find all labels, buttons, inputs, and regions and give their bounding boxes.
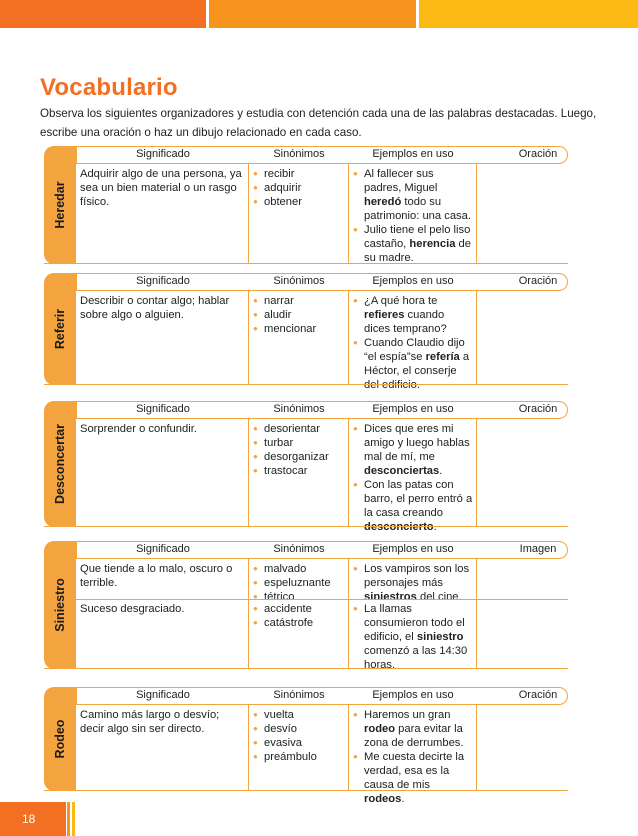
synonym-item: ● adquirir: [253, 181, 345, 195]
column-header: Oración: [518, 275, 558, 287]
column-divider: [248, 291, 249, 385]
column-divider: [348, 291, 349, 385]
top-color-bars: [0, 0, 638, 28]
answer-cell[interactable]: [476, 164, 598, 264]
synonyms-cell: [253, 602, 345, 630]
synonyms-cell: [253, 422, 345, 478]
synonyms-list: [253, 708, 345, 764]
answer-cell[interactable]: [476, 705, 598, 791]
highlighted-word: siniestros: [364, 591, 417, 603]
synonym-item: ● turbar: [253, 436, 345, 450]
answer-cell[interactable]: [476, 559, 598, 599]
examples-cell: [353, 422, 473, 534]
highlighted-word: herencia: [409, 238, 456, 250]
example-item: ● Al fallecer sus padres, Miguel heredó todo su patrimonio: una casa.: [353, 167, 473, 223]
examples-list: [353, 294, 473, 392]
table-header: [76, 273, 568, 291]
examples-list: [353, 167, 473, 265]
vocab-word: Heredar: [53, 181, 67, 229]
table-bottom-border: [44, 384, 568, 385]
answer-cell[interactable]: [476, 291, 598, 385]
highlighted-word: desconciertas: [364, 465, 440, 477]
table-header: [76, 687, 568, 705]
word-label-tab: [44, 146, 76, 264]
vocab-block-desconcertar: [44, 401, 568, 533]
table-body: [76, 164, 568, 264]
table-bottom-border: [44, 263, 568, 264]
column-header: Sinónimos: [273, 403, 325, 415]
page-title: Vocabulario: [40, 74, 178, 101]
examples-cell: [353, 562, 473, 604]
examples-cell: [353, 708, 473, 806]
answer-cell[interactable]: [476, 599, 598, 669]
synonyms-cell: [253, 294, 345, 336]
highlighted-word: rodeo: [364, 723, 396, 735]
word-label-tab: [44, 401, 76, 527]
page-tab-stripes: [66, 802, 80, 836]
column-header: Sinónimos: [273, 543, 325, 555]
example-item: ● Con las patas con barro, el perro entró a la casa creando desconcierto.: [353, 478, 473, 534]
top-bar-yellow: [419, 0, 638, 28]
column-header: Significado: [136, 148, 190, 160]
example-item: ● ¿A qué hora te refieres cuando dices temprano?: [353, 294, 473, 336]
synonym-item: ● vuelta: [253, 708, 345, 722]
column-header: Sinónimos: [273, 689, 325, 701]
meaning-cell: Adquirir algo de una persona, ya sea un bien material o un rasgo físico.: [80, 168, 242, 208]
column-header: Sinónimos: [273, 275, 325, 287]
example-item: ● Dices que eres mi amigo y luego hablas mal de mí, me desconciertas.: [353, 422, 473, 478]
table-body: [76, 291, 568, 391]
column-header: Significado: [136, 403, 190, 415]
examples-cell: [353, 167, 473, 265]
column-divider: [248, 419, 249, 527]
synonym-item: ● narrar: [253, 294, 345, 308]
vocab-word: Rodeo: [53, 719, 67, 759]
synonyms-cell: [253, 708, 345, 764]
column-divider: [348, 559, 349, 669]
synonym-item: ● obtener: [253, 195, 345, 209]
vocab-block-referir: [44, 273, 568, 391]
vocab-word: Desconcertar: [53, 424, 67, 504]
column-divider: [348, 164, 349, 264]
vocab-block-rodeo: [44, 687, 568, 805]
example-item: ● Los vampiros son los personajes más siniestros del cine.: [353, 562, 473, 604]
table-bottom-border: [44, 668, 568, 669]
synonym-item: ● recibir: [253, 167, 345, 181]
example-item: ● Julio tiene el pelo liso castaño, herencia de su madre.: [353, 223, 473, 265]
column-header: Ejemplos en uso: [372, 403, 454, 415]
example-item: ● Haremos un gran rodeo para evitar la zona de derrumbes.: [353, 708, 473, 750]
synonym-item: ● tétrico: [253, 590, 345, 604]
table-body: [76, 705, 568, 805]
examples-list: [353, 422, 473, 534]
synonym-item: ● trastocar: [253, 464, 345, 478]
synonyms-list: [253, 602, 345, 630]
table-header: [76, 401, 568, 419]
column-divider: [248, 705, 249, 791]
highlighted-word: refieres: [364, 309, 405, 321]
column-header: Oración: [518, 689, 558, 701]
word-label-tab: [44, 541, 76, 669]
highlighted-word: desconcierto: [364, 521, 434, 533]
column-divider: [348, 419, 349, 527]
meaning-cell: Suceso desgraciado.: [80, 603, 185, 615]
synonyms-cell: [253, 562, 345, 604]
column-header: Oración: [518, 403, 558, 415]
example-item: ● Cuando Claudio dijo “el espía”se refería a Héctor, el conserje del edificio.: [353, 336, 473, 392]
vocab-word: Siniestro: [53, 578, 67, 632]
table-body: [76, 419, 568, 533]
examples-list: [353, 602, 473, 672]
column-header: Imagen: [519, 543, 557, 555]
column-header: Sinónimos: [273, 148, 325, 160]
table-header: [76, 146, 568, 164]
table-bottom-border: [44, 790, 568, 791]
highlighted-word: heredó: [364, 196, 402, 208]
examples-list: [353, 562, 473, 604]
intro-text: Observa los siguientes organizadores y estudia con detención cada una de las palabras destacadas. Luego, escribe una oración o haz un dibujo relacionado en cada caso.: [40, 107, 597, 139]
table-header: [76, 541, 568, 559]
examples-list: [353, 708, 473, 806]
synonym-item: ● preámbulo: [253, 750, 345, 764]
synonym-item: ● catástrofe: [253, 616, 345, 630]
column-divider: [348, 705, 349, 791]
page-number: 18: [22, 812, 36, 826]
word-label-tab: [44, 687, 76, 791]
highlighted-word: rodeos: [364, 793, 402, 805]
vocab-word: Referir: [53, 308, 67, 350]
table-body: [76, 559, 568, 669]
meaning-cell: Camino más largo o desvío; decir algo sin ser directo.: [80, 709, 220, 735]
table-bottom-border: [44, 526, 568, 527]
examples-cell: [353, 294, 473, 392]
meaning-cell: Que tiende a lo malo, oscuro o terrible.: [80, 563, 233, 589]
column-divider: [248, 164, 249, 264]
vocab-block-siniestro: [44, 541, 568, 669]
meaning-cell: Describir o contar algo; hablar sobre algo o alguien.: [80, 295, 230, 321]
synonym-item: ● aludir: [253, 308, 345, 322]
column-header: Significado: [136, 543, 190, 555]
top-bar-orange: [0, 0, 206, 28]
column-header: Ejemplos en uso: [372, 275, 454, 287]
answer-cell[interactable]: [476, 419, 598, 527]
example-item: ● La llamas consumieron todo el edificio, el siniestro comenzó a las 14:30 horas.: [353, 602, 473, 672]
synonym-item: ● desorganizar: [253, 450, 345, 464]
highlighted-word: siniestro: [416, 631, 464, 643]
column-header: Ejemplos en uso: [372, 543, 454, 555]
column-header: Ejemplos en uso: [372, 689, 454, 701]
column-header: Ejemplos en uso: [372, 148, 454, 160]
meaning-cell: Sorprender o confundir.: [80, 423, 197, 435]
synonyms-cell: [253, 167, 345, 209]
synonyms-list: [253, 422, 345, 478]
synonym-item: ● desvío: [253, 722, 345, 736]
top-bar-light-orange: [209, 0, 416, 28]
vocab-block-heredar: [44, 146, 568, 264]
column-divider: [248, 559, 249, 669]
word-label-tab: [44, 273, 76, 385]
column-header: Significado: [136, 275, 190, 287]
column-header: Significado: [136, 689, 190, 701]
highlighted-word: refería: [425, 351, 460, 363]
examples-cell: [353, 602, 473, 672]
synonyms-list: [253, 294, 345, 336]
example-item: ● Me cuesta decirte la verdad, esa es la causa de mis rodeos.: [353, 750, 473, 806]
synonym-item: ● espeluznante: [253, 576, 345, 590]
synonym-item: ● evasiva: [253, 736, 345, 750]
synonyms-list: [253, 167, 345, 209]
column-header: Oración: [518, 148, 558, 160]
synonym-item: ● desorientar: [253, 422, 345, 436]
synonym-item: ● malvado: [253, 562, 345, 576]
synonyms-list: [253, 562, 345, 604]
synonym-item: ● accidente: [253, 602, 345, 616]
synonym-item: ● mencionar: [253, 322, 345, 336]
